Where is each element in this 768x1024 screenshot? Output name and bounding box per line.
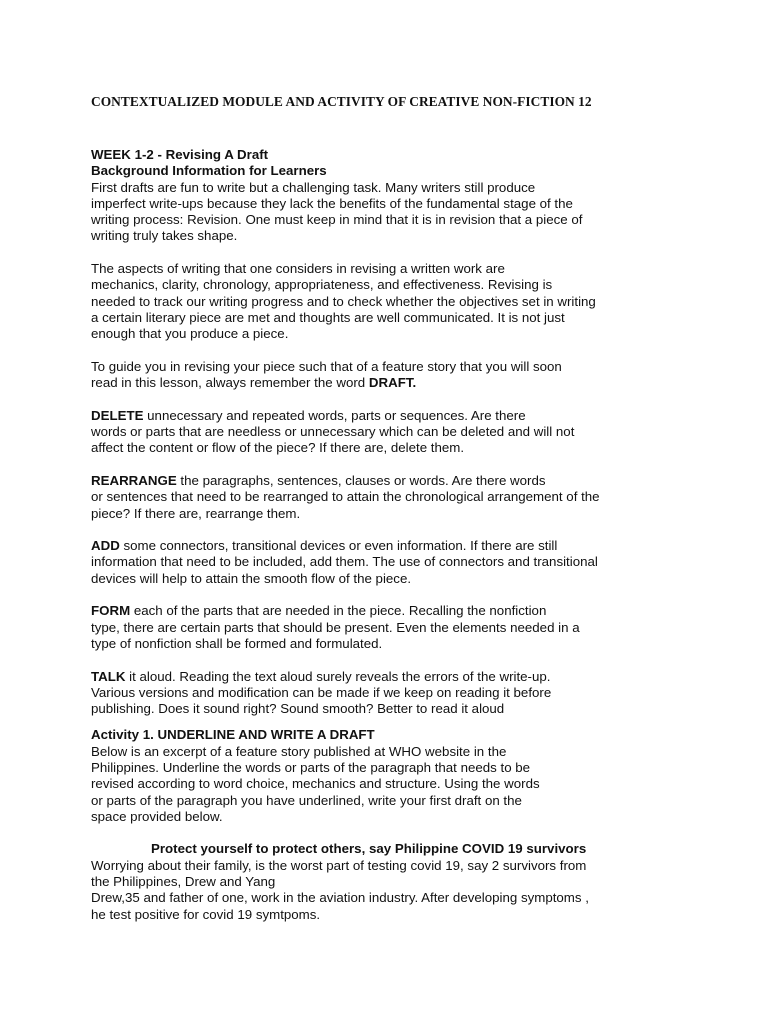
text-line [91, 375, 731, 391]
text-line: needed to track our writing progress and to check whether the objectives set in writing [91, 293, 596, 309]
background-heading: Background Information for Learners [91, 163, 327, 179]
text-line: To guide you in revising your piece such that of a feature story that you will soon [91, 358, 562, 374]
delete-keyword: DELETE [91, 407, 144, 423]
activity-heading: Activity 1. UNDERLINE AND WRITE A DRAFT [91, 727, 375, 743]
text-line: mechanics, clarity, chronology, appropriateness, and effectiveness. Revising is [91, 277, 553, 293]
text-line: affect the content or flow of the piece? If there are, delete them. [91, 440, 465, 456]
text-line: Various versions and modification can be made if we keep on reading it before [91, 684, 552, 700]
story-title: Protect yourself to protect others, say Philippine COVID 19 survivors [151, 841, 587, 857]
draft-keyword: DRAFT. [368, 375, 417, 391]
guide-paragraph [91, 359, 731, 392]
text-line: or parts of the paragraph you have underlined, write your first draft on the [91, 792, 522, 808]
text-line: words or parts that are needless or unnecessary which can be deleted and will not [91, 424, 575, 440]
talk-keyword: TALK [91, 668, 126, 684]
add-paragraph [91, 538, 731, 587]
delete-text: unnecessary and repeated words, parts or sequences. Are there [143, 407, 526, 423]
text-line: type of nonfiction shall be formed and formulated. [91, 635, 383, 651]
form-text: each of the parts that are needed in the piece. Recalling the nonfiction [130, 603, 547, 619]
guide-text: read in this lesson, always remember the word [91, 375, 369, 391]
document-title: CONTEXTUALIZED MODULE AND ACTIVITY OF CREATIVE NON-FICTION 12 [91, 94, 592, 109]
text-line: Drew,35 and father of one, work in the aviation industry. After developing symptoms , [91, 890, 589, 906]
text-line: First drafts are fun to write but a challenging task. Many writers still produce [91, 179, 536, 195]
document-body [91, 147, 731, 923]
text-line: publishing. Does it sound right? Sound smooth? Better to read it aloud [91, 701, 505, 717]
text-line: piece? If there are, rearrange them. [91, 505, 301, 521]
text-line: information that need to be included, add them. The use of connectors and transitional [91, 554, 598, 570]
text-line: devices will help to attain the smooth flow of the piece. [91, 570, 412, 586]
delete-paragraph [91, 408, 731, 457]
add-text: some connectors, transitional devices or even information. If there are still [119, 538, 558, 554]
text-line: type, there are certain parts that should be present. Even the elements needed in a [91, 619, 580, 635]
form-paragraph [91, 603, 731, 652]
text-line: space provided below. [91, 808, 223, 824]
text-line: revised according to word choice, mechanics and structure. Using the words [91, 776, 540, 792]
text-line: he test positive for covid 19 symtpoms. [91, 906, 321, 922]
text-line: or sentences that need to be rearranged to attain the chronological arrangement of the [91, 489, 600, 505]
text-line: imperfect write-ups because they lack the benefits of the fundamental stage of the [91, 195, 573, 211]
talk-text: it aloud. Reading the text aloud surely reveals the errors of the write-up. [125, 668, 551, 684]
rearrange-keyword: REARRANGE [91, 472, 177, 488]
aspects-paragraph [91, 261, 731, 342]
form-keyword: FORM [91, 603, 131, 619]
add-keyword: ADD [91, 538, 120, 554]
text-line: writing process: Revision. One must keep in mind that it is in revision that a piece of [91, 212, 583, 228]
text-line: the Philippines, Drew and Yang [91, 874, 276, 890]
text-line: a certain literary piece are met and thoughts are well communicated. It is not just [91, 309, 565, 325]
rearrange-paragraph [91, 473, 731, 522]
text-line: writing truly takes shape. [91, 228, 238, 244]
activity-instructions [91, 744, 731, 825]
week-heading: WEEK 1-2 - Revising A Draft [91, 147, 269, 162]
rearrange-text: the paragraphs, sentences, clauses or words. Are there words [176, 472, 546, 488]
text-line: Worrying about their family, is the worst part of testing covid 19, say 2 survivors from [91, 857, 587, 873]
text-line: Below is an excerpt of a feature story published at WHO website in the [91, 743, 507, 759]
story-excerpt [91, 858, 731, 923]
text-line: Philippines. Underline the words or parts of the paragraph that needs to be [91, 759, 531, 775]
intro-paragraph [91, 180, 731, 245]
text-line: enough that you produce a piece. [91, 326, 289, 342]
talk-paragraph [91, 669, 731, 718]
text-line: The aspects of writing that one considers in revising a written work are [91, 261, 505, 277]
